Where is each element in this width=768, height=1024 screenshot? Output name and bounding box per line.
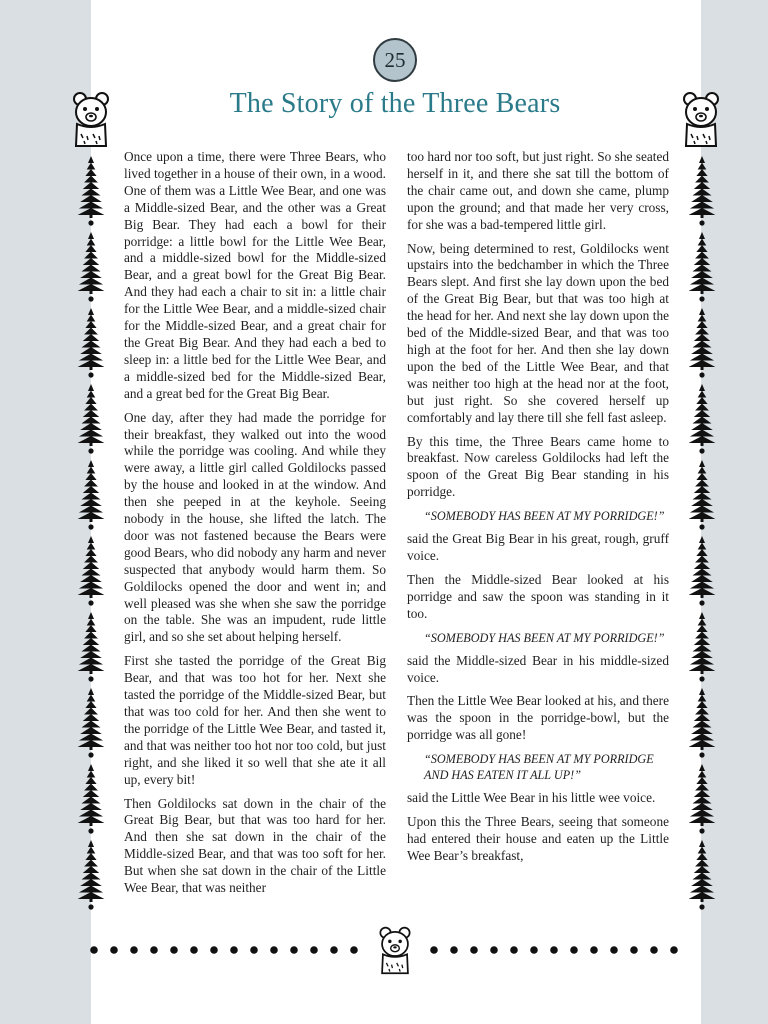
border-dot xyxy=(530,946,538,954)
border-dot xyxy=(170,946,178,954)
border-dot xyxy=(210,946,218,954)
story-paragraph: too hard nor too soft, but just right. So she seated herself in it, and there she sat till the bottom of the chair came out, and down she came, plump upon the ground; and that made her very cross, for she was a bad-tempered little girl. xyxy=(407,149,669,232)
story-column-left xyxy=(124,149,386,904)
story-paragraph: Then Goldilocks sat down in the chair of the Great Big Bear, but that was too hard for her. And then she sat down in the chair of the Middle-sized Bear, and that was too soft for her. But when she sat down in the chair of the Little Wee Bear, that was neither xyxy=(124,795,386,896)
left-tree-border xyxy=(77,152,105,942)
border-dot xyxy=(590,946,598,954)
story-paragraph: said the Middle-sized Bear in his middle-sized voice. xyxy=(407,652,669,685)
border-dot xyxy=(630,946,638,954)
story-column-right xyxy=(407,149,669,872)
story-paragraph: Then the Little Wee Bear looked at his, and there was the spoon in the porridge-bowl, but the porridge was all gone! xyxy=(407,693,669,743)
border-dot xyxy=(330,946,338,954)
story-paragraph: Then the Middle-sized Bear looked at his porridge and saw the spoon was standing in it too. xyxy=(407,571,669,621)
border-dot xyxy=(130,946,138,954)
pine-tree-icon xyxy=(688,684,716,758)
story-paragraph: First she tasted the porridge of the Great Big Bear, and that was too hot for her. Next she tasted the porridge of the Middle-sized Bear, but that was too cold for her. And then she went to the porridge of the Little Wee Bear, and tasted it, and that was neither too hot nor too cold, but just right, and she liked it so well that she ate it all up, every bit! xyxy=(124,653,386,787)
pine-tree-icon xyxy=(688,532,716,606)
bear-head-icon xyxy=(682,90,720,148)
border-dot xyxy=(610,946,618,954)
bear-quote: “SOMEBODY HAS BEEN AT MY PORRIDGE!” xyxy=(424,509,665,524)
pine-tree-icon xyxy=(688,380,716,454)
border-dot xyxy=(250,946,258,954)
page-number-badge xyxy=(373,38,417,82)
border-dot xyxy=(670,946,678,954)
pine-tree-icon xyxy=(77,456,105,530)
border-dot xyxy=(450,946,458,954)
border-dot xyxy=(110,946,118,954)
pine-tree-icon xyxy=(77,228,105,302)
border-dot xyxy=(550,946,558,954)
page-number: 25 xyxy=(384,47,406,72)
pine-tree-icon xyxy=(688,228,716,302)
border-dot xyxy=(470,946,478,954)
border-dot xyxy=(230,946,238,954)
border-dot xyxy=(490,946,498,954)
border-dot xyxy=(350,946,358,954)
pine-tree-icon xyxy=(688,760,716,834)
border-dot xyxy=(270,946,278,954)
pine-tree-icon xyxy=(77,152,105,226)
border-dot xyxy=(310,946,318,954)
pine-tree-icon xyxy=(77,760,105,834)
pine-tree-icon xyxy=(688,304,716,378)
story-paragraph: said the Great Big Bear in his great, rough, gruff voice. xyxy=(407,531,669,564)
pine-tree-icon xyxy=(688,836,716,910)
border-dot xyxy=(570,946,578,954)
pine-tree-icon xyxy=(688,152,716,226)
pine-tree-icon xyxy=(77,684,105,758)
border-dot xyxy=(430,946,438,954)
story-paragraph: Once upon a time, there were Three Bears, who lived together in a house of their own, in a wood. One of them was a Little Wee Bear, and one was a Middle-sized Bear, and the other was a Great Big Bear. They had each a bowl for their porridge: a little bowl for the Little Wee Bear, and a middle-sized bowl for the Middle-sized Bear, and a great bowl for the Great Big Bear. And they had each a chair to sit in: a little chair for the Little Wee Bear, and a middle-sized chair for the Middle-sized Bear, and a great chair for the Great Big Bear. And they had each a bed to sleep in: a little bed for the Little Wee Bear, and a middle-sized bed for the Middle-sized Bear, and a great bed for the Great Big Bear. xyxy=(124,149,386,401)
pine-tree-icon xyxy=(77,608,105,682)
story-paragraph: Upon this the Three Bears, seeing that someone had entered their house and eaten up the Little Wee Bear’s breakfast, xyxy=(407,814,669,863)
story-title: The Story of the Three Bears xyxy=(229,88,561,119)
story-paragraph: Now, being determined to rest, Goldilocks went upstairs into the bedchamber in which the Three Bears slept. And first she lay down upon the bed of the Great Big Bear, but that was too high at the head for her. And next she lay down upon the bed of the Middle-sized Bear, and that was too high at the foot for her. And then she lay down upon the bed of the Little Wee Bear, and that was neither too high at the head nor at the foot, but just right. So she covered herself up comfortably and lay there till she fell fast asleep. xyxy=(407,240,669,425)
pine-tree-icon xyxy=(688,608,716,682)
pine-tree-icon xyxy=(77,532,105,606)
pine-tree-icon xyxy=(77,380,105,454)
pine-tree-icon xyxy=(77,836,105,910)
story-paragraph: said the Little Wee Bear in his little wee voice. xyxy=(407,790,656,806)
right-tree-border xyxy=(688,152,716,942)
border-dot xyxy=(650,946,658,954)
border-dot xyxy=(190,946,198,954)
border-dot xyxy=(90,946,98,954)
pine-tree-icon xyxy=(77,304,105,378)
story-paragraph: By this time, the Three Bears came home to breakfast. Now careless Goldilocks had left the spoon of the Great Big Bear standing in his porridge. xyxy=(407,433,669,500)
border-dot xyxy=(510,946,518,954)
bottom-dot-border xyxy=(88,943,683,957)
bear-head-icon xyxy=(72,90,110,148)
bear-quote: “SOMEBODY HAS BEEN AT MY PORRIDGE AND HAS EATEN IT ALL UP!” xyxy=(424,752,654,783)
border-dot xyxy=(290,946,298,954)
border-dot xyxy=(150,946,158,954)
story-paragraph: One day, after they had made the porridge for their breakfast, they walked out into the wood while the porridge was cooling. And while they were away, a little girl called Goldilocks passed by the house and looked in at the window. And then she peeped in at the keyhole. Seeing nobody in the house, she lifted the latch. The door was not fastened because the Bears were good Bears, who did nobody any harm and never suspected that anybody would harm them. So Goldilocks opened the door and went in; and well pleased was she when she saw the porridge on the table. She was an impudent, rude little girl, and so she set about helping herself. xyxy=(124,409,386,645)
pine-tree-icon xyxy=(688,456,716,530)
bear-quote: “SOMEBODY HAS BEEN AT MY PORRIDGE!” xyxy=(424,630,665,645)
